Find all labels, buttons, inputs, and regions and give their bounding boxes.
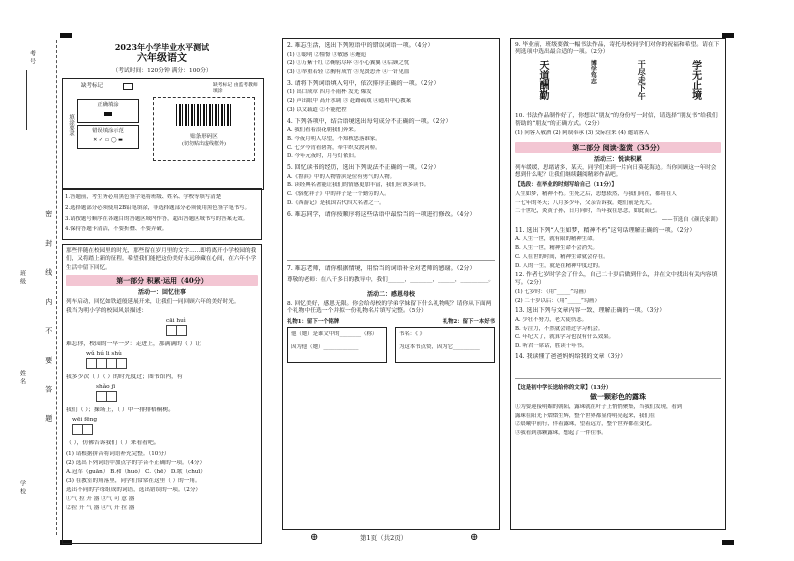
article-line: ①为要迎接明媚的朝阳，露珠就在叶子上悄悄聚集，当我们发现，看到 [515, 403, 683, 410]
intro-box [62, 244, 262, 544]
activity1-intro: 列车启动，回忆如铁道般延展开来，让我们一同回顾六年的美好时光。 [66, 298, 240, 305]
q5-option: D.《西游记》是我国古代四大名著之一。 [287, 199, 385, 206]
seal-line-text: 密 封 线 内 不 要 答 题 [44, 210, 53, 432]
q5: 5. 回忆读书的经历，选出下列说法不正确的一项。（2分） [287, 164, 440, 171]
q4-option: C. 七夕今宵看碧霄，牵牛织女渡河桥。 [287, 144, 381, 151]
note-item: 4.保持答题卡清洁，不要折叠、不要弄破。 [65, 226, 168, 233]
article-heading: 做一颗彩色的露珠 [590, 392, 646, 402]
gift-card-left[interactable] [287, 327, 387, 363]
q13-option: C. 年纪大了，就算学习也没有什么效果。 [515, 334, 615, 341]
gift-option-a: 礼物1：留下一个铭牌 [287, 318, 340, 325]
q13-option: D. 听君一席话，胜读十年书。 [515, 343, 588, 350]
article-title: 【这是初中学长送给你的文章】（13分） [515, 385, 612, 392]
pinyin-grid [66, 358, 258, 372]
poem-line: 人生如梦，精神不朽。生死之后，思想依然，与我们同在，都将在人 [515, 190, 677, 197]
pinyin-grid [66, 325, 258, 339]
q7: 7. 难忘老师，请你根据情境，用恰当的词语补全对老师的感谢。（2分） [287, 265, 476, 272]
question-line: 选出不同的字母组成的词语，选出错误的一项。（2分） [66, 486, 202, 493]
q11-option: B. 人生一世，精神生命不会消失。 [515, 245, 598, 252]
answer-cell[interactable] [116, 358, 127, 369]
activity2-title: 活动二：感恩母校 [366, 290, 415, 298]
q12: 12. 作者七岁时学会了什么，自己二十岁后做到什么，并在文中找出有关内容填写。（2分） [515, 272, 718, 286]
fill-requirement-label: 填涂要求 [68, 114, 74, 136]
pinyin-grid [66, 391, 258, 405]
missing-mark-box[interactable] [123, 83, 133, 90]
exam-title: 2023年小学毕业水平测试 [114, 42, 210, 52]
sidebar-label-exam-no: 考号 [28, 50, 36, 66]
q11-option: A. 人生一世，就有限的精神生命。 [515, 236, 598, 243]
pinyin-item: wēi fēng [72, 416, 98, 423]
question-line: ②拉 升 气 器 ④气 开 拉 器 [66, 504, 135, 511]
q12-line: (2) 二十岁以后：（用“_____”勾画） [515, 297, 600, 304]
missing-mark-teacher: 缺考标记 由监考教师填涂 [213, 83, 258, 94]
read-intro: 列车缓缓，思绪诸多，某天，同学们来到一片向日葵花海边。当你回顾这一年时会想到什么呢？让我们继续翻阅精彩作品吧。 [515, 165, 717, 179]
correct-fill-sample [104, 112, 112, 116]
sidebar-label-class: 班级 [18, 270, 26, 286]
column-left [62, 38, 262, 538]
q6-answer-lines [287, 220, 495, 261]
article-line: 露珠在阳光下熠熠生辉，整个世界都显得明亮起来，我们在 [515, 412, 656, 419]
barcode-note: (切勿贴出虚线框外) [182, 140, 226, 147]
calligraphy-item: 学无止境 [689, 60, 701, 101]
passage-line: （ ），仿佛告诉我们（ ）来看看吧。 [66, 439, 160, 446]
q11: 11. 选出下列“人生如梦，精神不朽”这句话理解正确的一项。（2分） [515, 226, 696, 234]
q4: 4. 下列各项中，结合语境选出每句成分不正确的一项。（2分） [287, 117, 452, 125]
gift-cards [287, 327, 495, 363]
correct-fill-label: 正确填涂 [97, 102, 119, 108]
page-number: 第1页（共2页） [360, 534, 408, 542]
q11-option: C. 人在世的时间，精神生命就会存在。 [515, 253, 609, 260]
calligraphy-item: 干尽走下午 [637, 60, 648, 101]
pinyin-item: shǎo jī [96, 383, 116, 390]
barcode-label: 贴条形码区 [190, 134, 218, 140]
q2-option: (2) ①万紫千红 ②鞠躬尽瘁 ③小心翼翼 ④后顾之忧 [287, 60, 410, 67]
pinyin-grid [66, 424, 258, 438]
gift-card-right[interactable] [395, 327, 495, 363]
question-line: A.冠军（guān） B.和（huò） C.（hē） D.歌（chuī） [66, 468, 206, 475]
answer-cell[interactable] [106, 391, 117, 402]
q3-option: (1) 出口成章 四月不雨杯 发光 爆发 [287, 89, 372, 96]
crosshair-icon: ⊕ [470, 532, 479, 543]
barcode-icon [176, 104, 232, 126]
q5-option: A.《鲁滨》中的人物鲁滨是位有勇气的人物。 [287, 173, 396, 180]
part2-banner: 第二部分 阅读·鉴赏（35分） [515, 142, 721, 153]
column-middle [282, 38, 500, 530]
gift-card-line: 为这本书点赞，因为它__________ [399, 344, 480, 351]
gift-card-line: 他（她）是谁文中的________（称） [291, 331, 378, 338]
subject-title: 六年级语文 [137, 53, 187, 64]
article-line: ③我看到那颗露珠，想起了一件往事。 [515, 430, 607, 437]
correct-fill-box [77, 99, 139, 123]
gift-card-line: 因为他（她）_____________ [291, 344, 359, 351]
pinyin-item: wǔ hú li shù [86, 350, 122, 357]
q9: 9. 毕业前，班级要做一幅书法作品，寄托母校同学们对你的祝福和希望。请在下列选项中选出最合适的一项。（2分） [515, 42, 720, 56]
answer-card-info [62, 78, 264, 190]
q10-options: (1) 向客人敬酒 (2) 阿谀奉承 (3) 交际往来 (4) 邀请客人 [515, 129, 650, 136]
wrong-fill-box [77, 125, 139, 149]
q14: 14. 我读懂了爸爸妈妈给我的文章（3分） [515, 352, 627, 360]
q5-option: C.《骆驼祥子》中的祥子是一个勤劳的人。 [287, 191, 390, 197]
pinyin-row [66, 351, 258, 358]
activity1-title: 活动一：回忆往事 [137, 289, 186, 297]
sidebar-label-name: 姓名 [18, 370, 26, 386]
q13-option: B. 专注力，不然就会错过学习机会。 [515, 325, 604, 332]
q13: 13. 选出下列与文章内容一致、理解正确的一项。（3分） [515, 307, 666, 315]
gift-option-b: 礼物2：留下一本好书 [442, 318, 495, 325]
column-right [510, 38, 726, 530]
pinyin-row [66, 318, 258, 325]
question-line: (1) 请根据拼音将词语补充完整。（10分） [66, 450, 170, 457]
time-score: （考试时间：120分钟 满分：100分） [112, 68, 212, 74]
note-item: 2.选择题部分必须使用2B铅笔填涂，非选择题部分必须使用黑色签字笔书写。 [65, 204, 251, 211]
q3: 3. 请将下列词语填入句中，依次排序正确的一项。（2分） [287, 79, 440, 87]
q14-answer-lines [515, 360, 721, 379]
q5-option: B. 读经典名著能让我们的情感更加丰富，我们应该多读书。 [287, 182, 430, 189]
seal-sidebar [8, 40, 58, 535]
wrong-fill-label: 错误填涂示范 [92, 128, 124, 134]
poem-line: 二十世纪，炎黄子孙，日月向时，当年我在思念，如此而已。 [515, 208, 661, 215]
q6: 6. 难忘同学，请你按顺序将这些话语中最恰当的一项进行修改。（4分） [287, 210, 476, 218]
q3-option: (2) 声出眼中 高开水调 ③ 赶路疏戏 ④通用中心教案 [287, 98, 412, 104]
q10: 10. 书法作品制作好了，你想以“朋友”的身份写一封信，请选择“朋友书”给我们帮助的“朋友”的正确方式。（2分） [515, 113, 718, 127]
calligraphy-row [515, 60, 721, 110]
question-line: (3) 在教室的角落里，同学们常常在这里（ ）的一角。 [66, 477, 201, 484]
answer-cell[interactable] [176, 325, 187, 336]
passage-line: 我们（ ）；操场上，（ ）中一排排梧桐树。 [66, 406, 175, 413]
poem-source: ——节选自《颜氏家训》 [661, 217, 721, 224]
passage-label: 【选段：在毕业的时刻写给自己（11分）】 [515, 182, 617, 189]
passage-line: 难忘你，校园的一早一夕：走进上，那满满的（ ）让 [66, 340, 202, 347]
part1-banner: 第一部分 积累·运用（40分） [66, 275, 258, 286]
barcode-area [153, 97, 255, 161]
crosshair-icon: ⊕ [310, 532, 319, 543]
intro-text: 那些伴随在校园里的时光，那些留在岁月里的文字……即将离开小学校园的我们，又将踏上新的征程。希望我们能把这份美好永远珍藏在心间，在六年小学生活中留下回忆。 [66, 248, 257, 271]
q8: 8. 回忆美好，感恩无限。你会给母校的学弟学妹留下什么礼物呢？请你从下面两个礼物中任选一个并拟一份礼物名片填写完整。（5分） [287, 301, 492, 315]
gift-card-line: 书名：《 》 [399, 331, 425, 338]
q11-option: D. 人的一生，就是在精神中度过的。 [515, 262, 604, 269]
wrong-fill-samples: ✕ ✓ ▭ ◯ ▬ [93, 136, 123, 143]
question-line: (2) 选出下列词语中加点字的字音不正确的一项。（4分） [66, 459, 206, 466]
passage-line: 我多少次（ ）（ ）的时光度过；图书馆内，有 [66, 373, 183, 380]
pinyin-row [66, 417, 258, 424]
pinyin-row [66, 384, 258, 391]
registration-mark-br [722, 540, 734, 545]
gift-row [287, 319, 495, 326]
q13-option: A. 少壮不努力，老大徒伤悲。 [515, 316, 588, 323]
calligraphy-item: 博学笃志 [589, 60, 597, 85]
q4-option: A. 我们看着浪花朝我们奔来。 [287, 127, 360, 133]
pinyin-item: cāi huì [166, 317, 186, 324]
q7-fill: 尊敬的老师：在八千多日的教导中，我们______，________，______，__________。 [287, 276, 494, 283]
question-line: ①气 拉 开 器 ③气 可 意 器 [66, 495, 135, 502]
calligraphy-item: 天道酬勤 [536, 60, 548, 101]
q4-option: B. 今夜月明人尽望，不知秋思落谁家。 [287, 135, 381, 142]
note-item: 1.答题前，考生务必用黑色签字笔将班级、姓名、学校等填写清楚 [65, 194, 222, 200]
sidebar-label-school: 学校 [18, 480, 26, 496]
poem-line: 一七年的冬天；八月多少年，父亲告诉我。她们前是光大。 [515, 199, 656, 206]
notes-box [62, 188, 262, 240]
q2-option: (1) ①聪明 ②憧憬 ③敏感 ④邂逅 [287, 51, 367, 58]
q4-option: D. 今年元夜时，月与灯依旧。 [287, 153, 360, 160]
q12-line: (1) 七岁时：（用“_____”勾画） [515, 288, 590, 295]
seal-dashed-line [56, 40, 57, 535]
activity3-title: 活动三：悦读积累 [593, 155, 642, 163]
article-line: ②晨曦中前行，伴着露珠，望着远方，整个世界都在变化。 [515, 421, 656, 428]
answer-cell[interactable] [82, 424, 93, 435]
missing-mark-label: 缺考标记 [81, 83, 104, 89]
sidebar-line [26, 70, 27, 130]
q2-option: (3) ①举重若轻 ②胸有成竹 ③见贤思齐 ④一针见血 [287, 69, 410, 75]
note-item: 3.请按题号顺序在各题目的答题区域内作答，超出答题区域书写的答案无效。 [65, 215, 249, 222]
q1-lead: 我当为明小学的校园风景描述： [66, 307, 148, 314]
q2: 2. 难忘生活，选出下列短语中的错误词语一项。（4分） [287, 42, 434, 49]
q3-option: (3) 以文载道 ②不能把控 [287, 106, 347, 113]
